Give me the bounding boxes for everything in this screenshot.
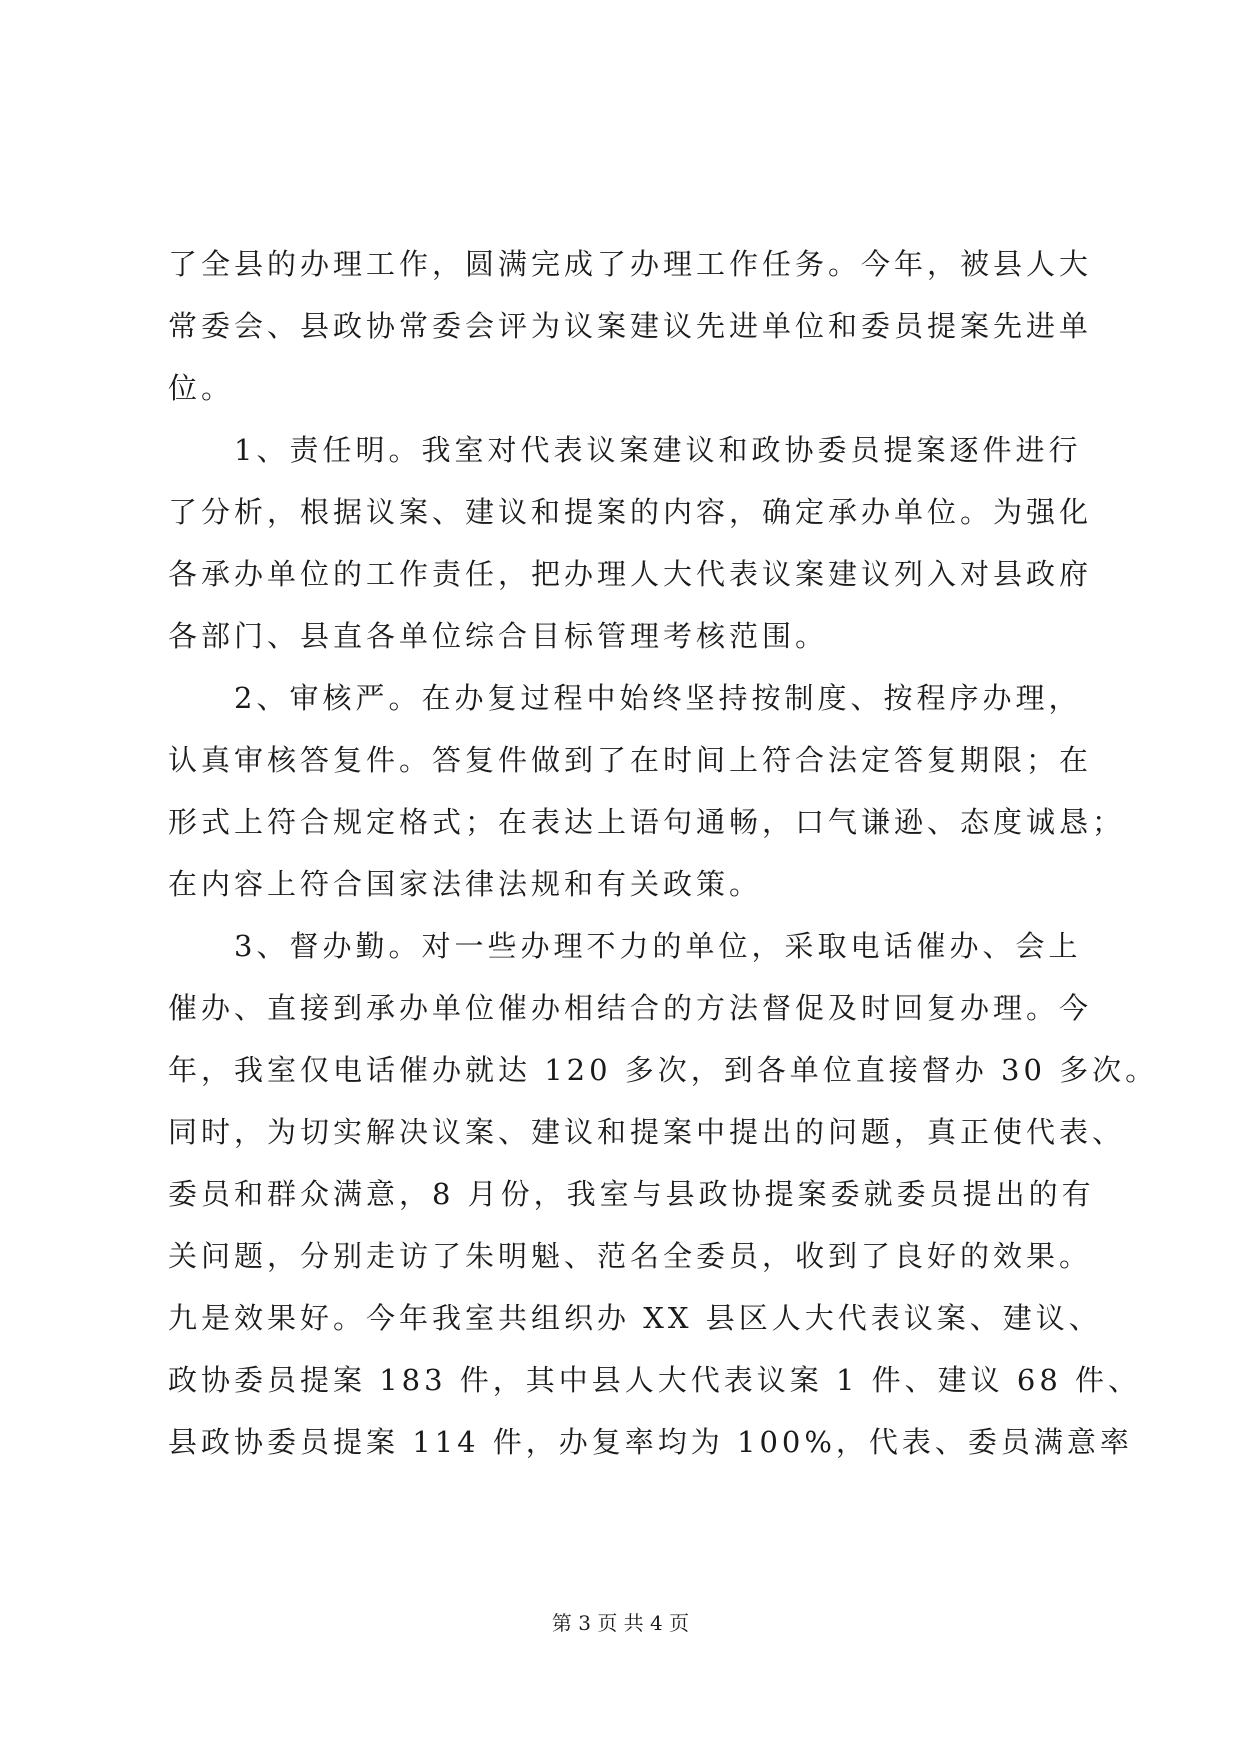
page-number-footer: 第 3 页 共 4 页: [551, 1611, 690, 1635]
text-line: 同时，为切实解决议案、建议和提案中提出的问题，真正使代表、: [168, 1115, 1126, 1149]
text-line: 认真审核答复件。答复件做到了在时间上符合法定答复期限；在: [168, 743, 1093, 777]
text-line: 催办、直接到承办单位催办相结合的方法督促及时回复办理。今: [168, 991, 1093, 1025]
text-line: 1、责任明。我室对代表议案建议和政协委员提案逐件进行: [168, 433, 1082, 467]
text-line: 常委会、县政协常委会评为议案建议先进单位和委员提案先进单: [168, 309, 1093, 343]
text-line: 关问题，分别走访了朱明魁、范名全委员，收到了良好的效果。: [168, 1239, 1093, 1273]
text-line: 年，我室仅电话催办就达 120 多次，到各单位直接督办 30 多次。: [168, 1053, 1159, 1087]
text-line: 各部门、县直各单位综合目标管理考核范围。: [168, 619, 829, 653]
text-line: 了全县的办理工作，圆满完成了办理工作任务。今年，被县人大: [168, 247, 1093, 281]
text-line: 位。: [168, 371, 235, 405]
text-line: 3、督办勤。对一些办理不力的单位，采取电话催办、会上: [168, 929, 1082, 963]
text-line: 县政协委员提案 114 件，办复率均为 100%，代表、委员满意率: [168, 1425, 1133, 1459]
text-line: 2、审核严。在办复过程中始终坚持按制度、按程序办理，: [168, 681, 1082, 715]
text-line: 形式上符合规定格式；在表达上语句通畅，口气谦逊、态度诚恳；: [168, 805, 1126, 839]
text-line: 政协委员提案 183 件，其中县人大代表议案 1 件、建议 68 件、: [168, 1363, 1142, 1397]
text-line: 了分析，根据议案、建议和提案的内容，确定承办单位。为强化: [168, 495, 1093, 529]
text-line: 在内容上符合国家法律法规和有关政策。: [168, 867, 763, 901]
body-text: [168, 233, 1159, 1473]
text-line: 各承办单位的工作责任，把办理人大代表议案建议列入对县政府: [168, 557, 1093, 591]
text-line: 九是效果好。今年我室共组织办 XX 县区人大代表议案、建议、: [168, 1301, 1102, 1335]
text-line: 委员和群众满意，8 月份，我室与县政协提案委就委员提出的有: [168, 1177, 1095, 1211]
